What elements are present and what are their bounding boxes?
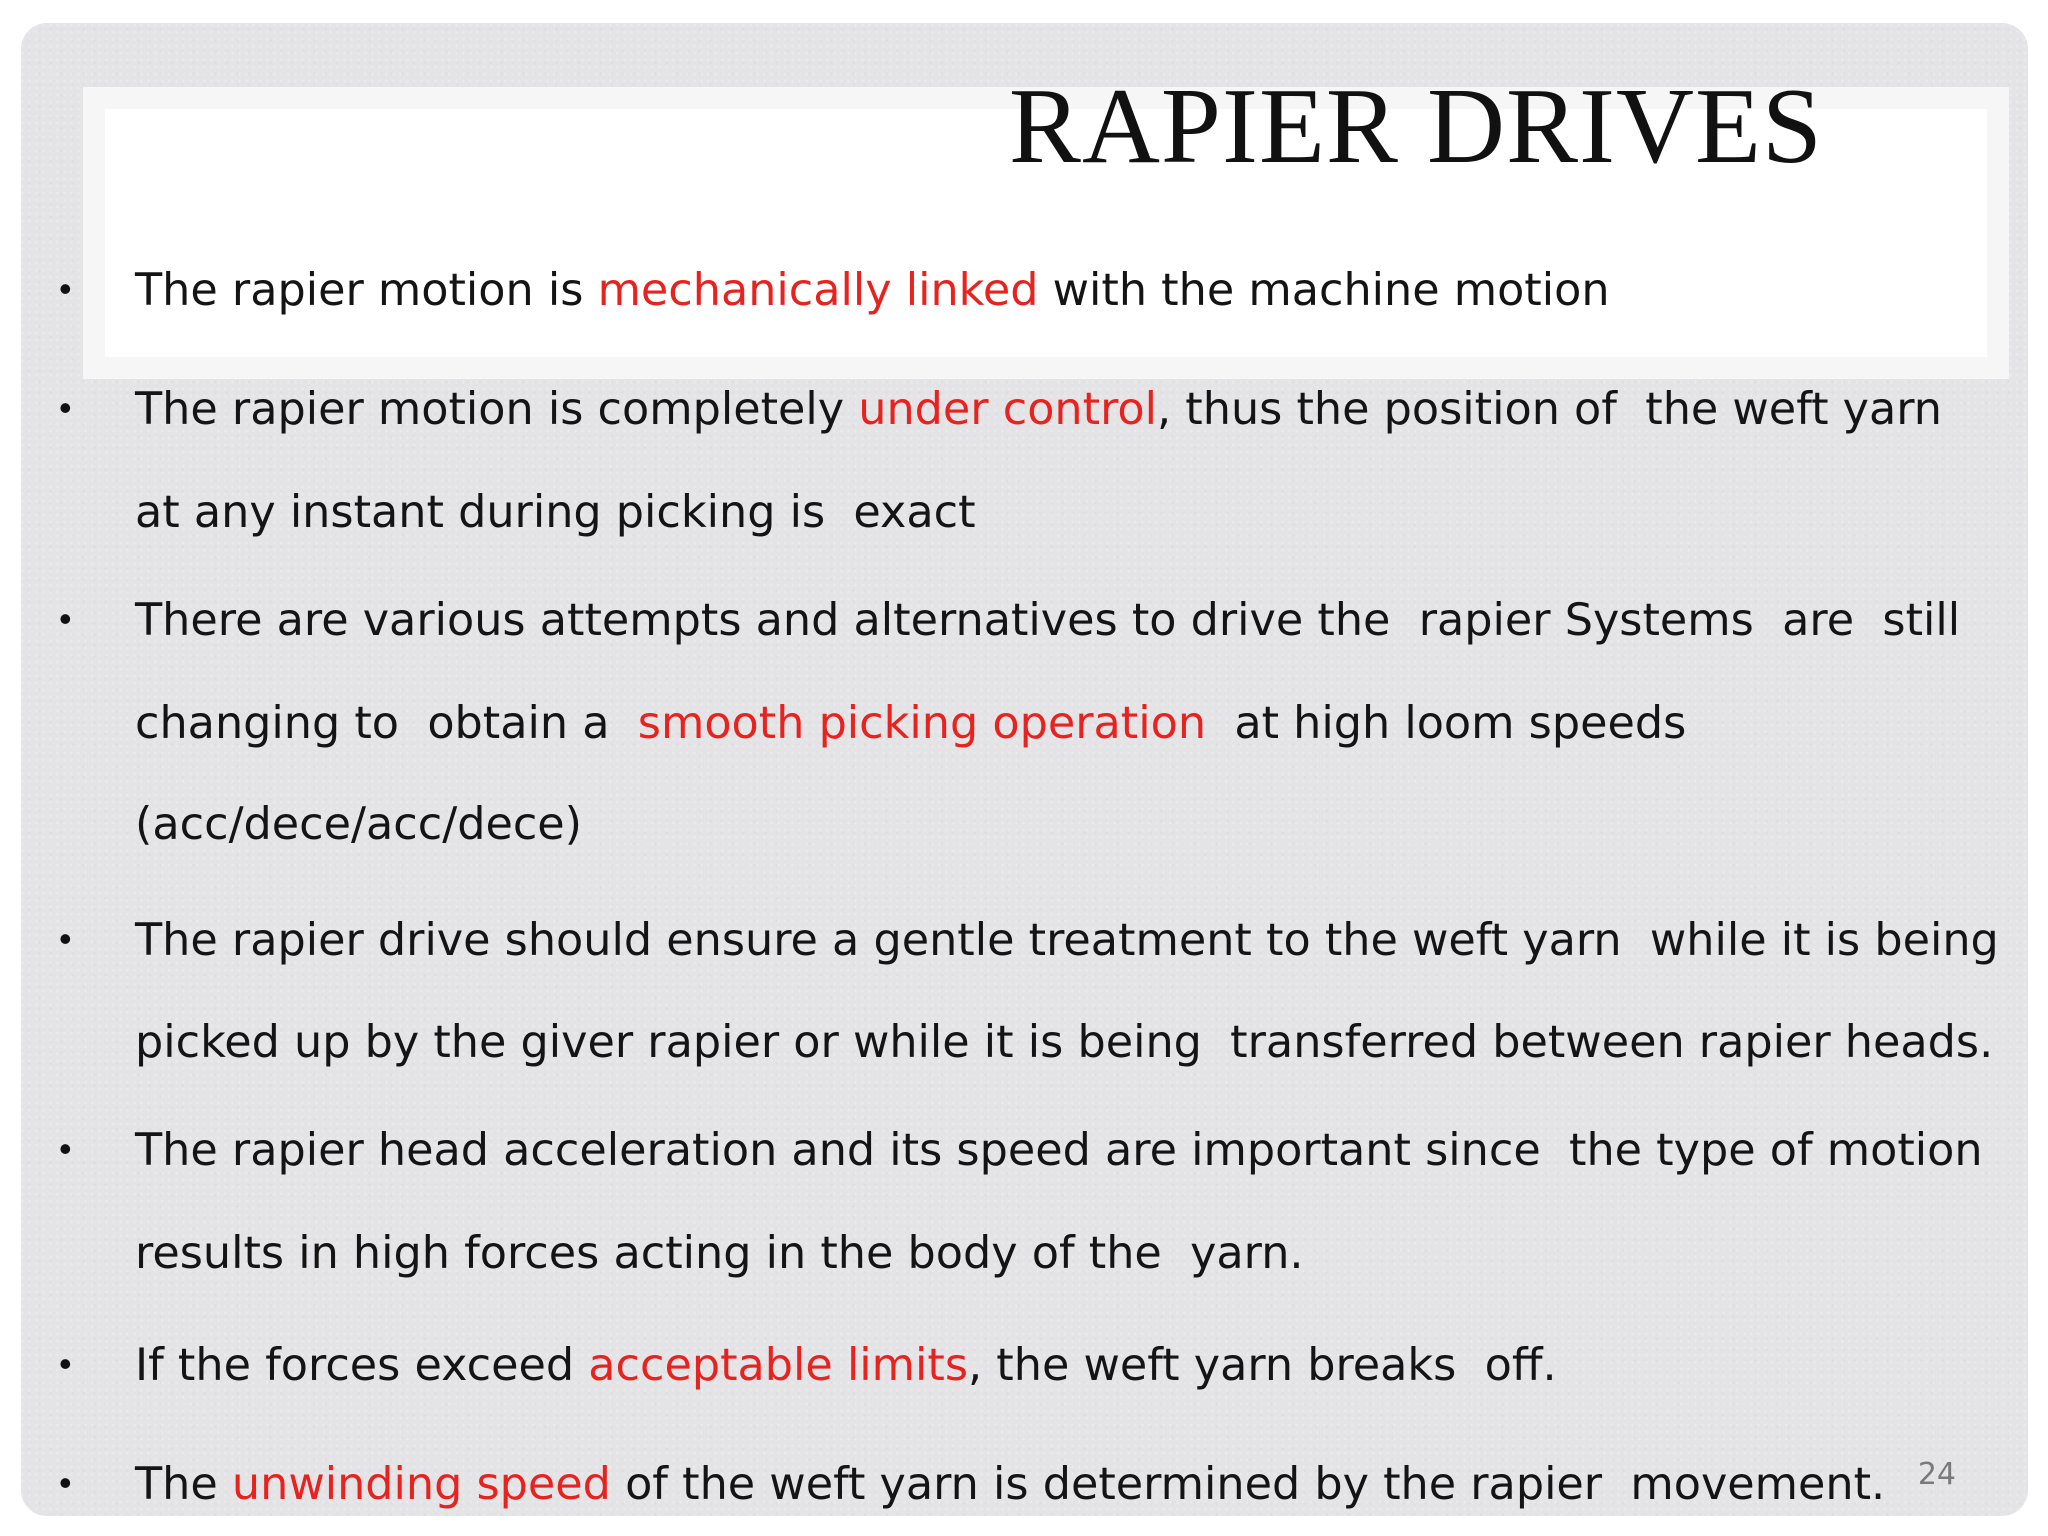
bullet-dot: •	[59, 1128, 72, 1169]
bullet-7-text: The unwinding speed of the weft yarn is determined by the rapier movement.	[135, 1459, 1886, 1510]
slide-title: RAPIER DRIVES	[1008, 67, 1823, 186]
bullet-3-line-3: (acc/dece/acc/dece)	[135, 799, 583, 850]
bullet-4-line-2: picked up by the giver rapier or while it is being transferred between rapier heads.	[135, 1017, 1994, 1068]
highlight-text: smooth picking operation	[637, 698, 1207, 749]
bullet-3-line-2: changing to obtain a smooth picking operation at high loom speeds	[135, 698, 1687, 749]
highlight-text: acceptable limits	[588, 1340, 969, 1391]
bullet-1-text: The rapier motion is mechanically linked with the machine motion	[135, 265, 1610, 316]
highlight-text: under control	[858, 384, 1157, 435]
bullet-6-text: If the forces exceed acceptable limits, the weft yarn breaks off.	[135, 1340, 1557, 1391]
page-number: 24	[1917, 1457, 1956, 1492]
bullet-4-line-1: The rapier drive should ensure a gentle treatment to the weft yarn while it is being	[135, 915, 1999, 966]
highlight-text: mechanically linked	[597, 265, 1039, 316]
bullet-5-line-1: The rapier head acceleration and its speed are important since the type of motion	[135, 1125, 1983, 1176]
bullet-2-line-2: at any instant during picking is exact	[135, 487, 976, 538]
bullet-dot: •	[59, 1462, 72, 1503]
bullet-3-line-1: There are various attempts and alternatives to drive the rapier Systems are still	[135, 595, 1961, 646]
bullet-dot: •	[59, 1343, 72, 1384]
highlight-text: unwinding speed	[231, 1459, 611, 1510]
slide	[21, 23, 2028, 1516]
bullet-dot: •	[59, 268, 72, 309]
bullet-5-line-2: results in high forces acting in the body of the yarn.	[135, 1228, 1304, 1279]
bullet-dot: •	[59, 598, 72, 639]
bullet-2-line-1: The rapier motion is completely under control, thus the position of the weft yarn	[135, 384, 1942, 435]
bullet-dot: •	[59, 918, 72, 959]
bullet-dot: •	[59, 387, 72, 428]
